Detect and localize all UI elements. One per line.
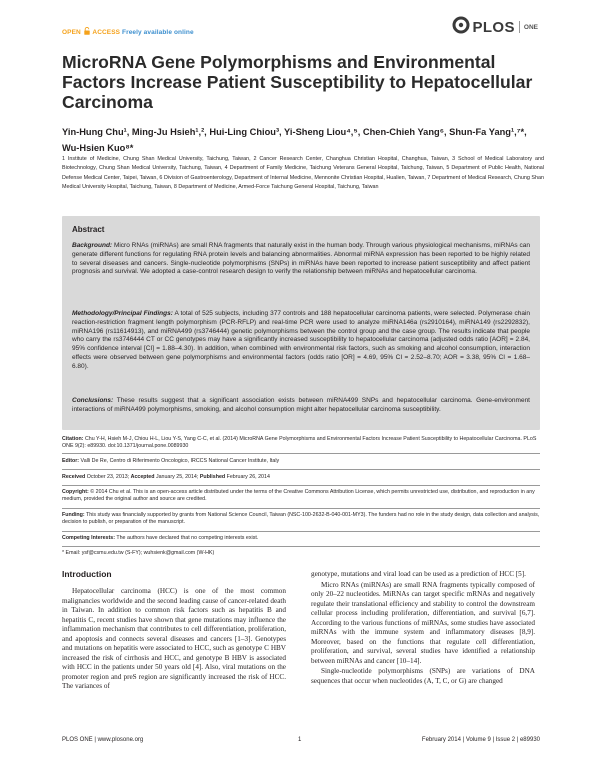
divider [62, 531, 540, 532]
divider [62, 508, 540, 509]
funding-text: This study was financially supported by grants from National Science Council, Taiwan (NSC-100-2632-B-040-001-MY3). The funders had no role in the study design, data collection and analysis, decision to publish, or preparation of the manuscript. [62, 512, 540, 526]
open-label: OPEN [62, 29, 81, 36]
conclusions-text: These results suggest that a significant association exists between miRNA499 SNPs and hepatocellular carcinoma. Gene-environment interactions of miRNA499 polymorphisms, smoking, and alcohol consumption might alter hepatocellular carcinoma susceptibility. [72, 397, 530, 413]
copyright-text: © 2014 Chu et al. This is an open-access article distributed under the terms of the Creative Commons Attribution License, which permits unrestricted use, distribution, and reproduction in any medium, provided the original author and source are credited. [62, 489, 535, 503]
accepted-date: January 25, 2014; [154, 474, 200, 480]
access-label: ACCESS [92, 29, 121, 36]
dates [62, 474, 540, 481]
introduction-heading: Introduction [62, 569, 112, 579]
abstract-heading: Abstract [72, 225, 105, 234]
intro-paragraph: Hepatocellular carcinoma (HCC) is one of the most common malignancies worldwide and the second leading cause of cancer-related death in Taiwan. In addition to common risk factors such as hepatitis B and hepatitis C, recent studies have shown that gene mutations may influence the inflammation mechanism that contributes to cell differentiation, proliferation, and apoptosis and connects several diseases and cancers [1–3]. Genotypes and mutations on hepatitis were associated to HCC, such as genotype C HBV increased the risk of cirrhosis and HCC, and genotype B HBV is associated with HCC in the patients under 50 years old [4]. Also, viral mutations on the promoter region and preS region are significantly increased the risk of HCC. The variances of [62, 587, 286, 690]
divider [62, 485, 540, 486]
plos-one-logo[interactable] [452, 16, 538, 38]
funding [62, 512, 540, 526]
page-number: 1 [298, 737, 302, 743]
open-access-banner [62, 27, 194, 37]
abstract-methods [72, 310, 530, 372]
conclusions-label: Conclusions: [72, 397, 114, 404]
affiliations: 1 Institute of Medicine, Chung Shan Medical University, Taichung, Taiwan, 2 Cancer Research Center, Changhua Christian Hospital, Changhua, Taiwan, 3 School of Medical Laboratory and Biotechnology, Chung Shan Medical University, Taichung, Taiwan, 4 Department of Family Medicine, Taichung Veterans General Hospital, Taichung, Taiwan, 5 Department of Public Health, National Defense Medical Center, Taipei, Taiwan, 6 Division of Gastroenterology, Department of Internal Medicine, Mennonite Christian Hospital, Hualien, Taiwan, 7 Department of Medical Research, Chung Shan Medical University Hospital, Taichung, Taiwan, 8 Department of Medicine, Armed-Force Taichung General Hospital, Taichung, Taiwan [62, 156, 544, 190]
editor-text: Valli De Re, Centro di Riferimento Oncologico, IRCCS National Cancer Institute, Italy [79, 458, 280, 464]
competing-interests [62, 535, 540, 542]
author-list: Yin-Hung Chu¹, Ming-Ju Hsieh¹,², Hui-Ling Chiou³, Yi-Sheng Liou⁴,⁵, Chen-Chieh Yang⁶, Shun-Fa Yang¹,⁷*, Wu-Hsien Kuo⁸* [62, 127, 527, 153]
competing-text: The authors have declared that no competing interests exist. [114, 535, 259, 541]
copyright [62, 489, 540, 503]
footer-issue: February 2014 | Volume 9 | Issue 2 | e89930 [421, 737, 540, 743]
intro-paragraph: genotype, mutations and viral load can be used as a prediction of HCC [5]. [311, 570, 526, 578]
published-label: Published [199, 474, 226, 480]
footer-journal[interactable]: PLOS ONE | www.plosone.org [62, 737, 144, 743]
abstract-conclusions [72, 397, 530, 415]
left-column [62, 587, 286, 692]
divider [62, 546, 540, 547]
intro-paragraph: Single-nucleotide polymorphisms (SNPs) are variations of DNA sequences that occur when nucleotides (A, T, C, or G) are changed [311, 667, 535, 685]
methods-text: A total of 525 subjects, including 377 controls and 188 hepatocellular carcinoma patients, were selected. Polymerase chain reaction-restriction fragment length polymorphism (PCR-RFLP) and real-time PCR were used to analyze miRNA146a (rs2910164), miRNA149 (rs2292832), miRNA196 (rs11614913), and miRNA499 (rs3746444) genetic polymorphisms between the control group and the case group. The results indicate that people who carry the rs3746444 CT or CC genotypes may have a significantly increased susceptibility to hepatocellular carcinoma (adjusted odds ratio [AOR] = 2.84, 95% confidence interval [CI] = 1.88–4.30). In addition, when combined with environmental risk factors, such as smoking and alcohol consumption, interaction effects were observed between gene polymorphisms and environmental factors (odds ratio [OR] = 4.69, 95% CI = 2.52–8.70; AOR = 3.38, 95% CI = 1.68–6.80). [72, 310, 530, 370]
citation [62, 436, 540, 450]
plos-mark-icon [452, 16, 470, 39]
citation-text: Chu Y-H, Hsieh M-J, Chiou H-L, Liou Y-S, Yang C-C, et al. (2014) MicroRNA Gene Polymorphisms and Environmental Factors Increase Patient Susceptibility to Hepatocellular Carcinoma. PLoS ONE 9(2): e89930. doi:10.1371/journal.pone.0089930 [62, 436, 537, 450]
published-date: February 26, 2014 [225, 474, 270, 480]
contact-email[interactable]: * Email: ysf@csmu.edu.tw (S-FY); wuhsienk@gmail.com (W-HK) [62, 550, 215, 556]
editor-label: Editor: [62, 458, 80, 464]
received-label: Received [62, 474, 86, 480]
abstract-box [62, 216, 540, 430]
plos-logo-text: PLOS [472, 18, 515, 36]
article-title: MicroRNA Gene Polymorphisms and Environmental Factors Increase Patient Susceptibility to Hepatocellular Carcinoma [62, 52, 533, 112]
divider [62, 453, 540, 454]
journal-name: ONE [523, 23, 538, 31]
background-text: Micro RNAs (miRNAs) are small RNA fragments that naturally exist in the human body. Through various physiological mechanisms, miRNAs can generate different functions for regulating RNA protein levels and balancing abnormalities. Abnormal miRNA expression has been reported to be highly related to several diseases and cancers. Single-nucleotide polymorphisms (SNPs) in miRNAs have been reported to increase patient susceptibility and affect patient prognosis and survival. We adopted a case-control research design to verify the relationship between miRNAs and hepatocellular carcinoma. [72, 242, 530, 276]
journal-header [62, 16, 538, 42]
freely-available-label: Freely available online [122, 29, 194, 36]
competing-label: Competing Interests: [62, 535, 115, 541]
editor [62, 458, 540, 465]
logo-divider [519, 21, 520, 33]
citation-label: Citation: [62, 436, 84, 442]
abstract-background [72, 242, 530, 277]
methods-label: Methodology/Principal Findings: [72, 310, 173, 317]
received-date: October 23, 2013; [85, 474, 131, 480]
background-label: Background: [72, 242, 113, 249]
funding-label: Funding: [62, 512, 85, 518]
right-column [311, 570, 535, 686]
open-lock-icon [84, 27, 90, 37]
copyright-label: Copyright: [62, 489, 89, 495]
intro-paragraph: Micro RNAs (miRNAs) are small RNA fragments typically composed of only 20–22 nucleotides. MiRNAs can target specific mRNAs and negatively regulate their translational efficiency and stability to control the downstream cellular process including proliferation, differentiation, and survival [6,7]. According to the various functions of miRNAs, some studies have associated miRNAs with the immune system and inflammatory diseases [8,9]. Moreover, based on the functions that regulate cell differentiation, proliferation, and survival, several studies have identified a relationship between miRNAs and cancer [10–14]. [311, 580, 535, 665]
accepted-label: Accepted [130, 474, 155, 480]
divider [62, 469, 540, 470]
